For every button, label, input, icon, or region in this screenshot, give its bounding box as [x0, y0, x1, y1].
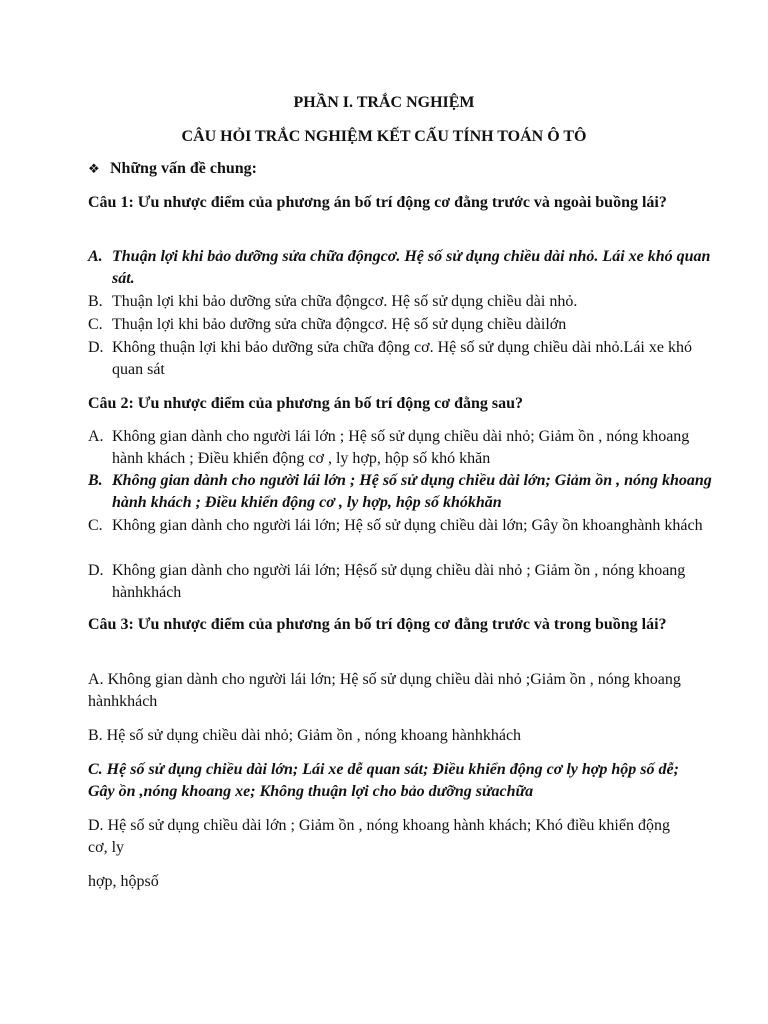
- q1-option-c: [88, 314, 712, 336]
- question-2: Câu 2: Ưu nhược điểm của phương án bố trí động cơ đằng sau?: [88, 395, 524, 412]
- option-letter: A.: [88, 428, 104, 445]
- option-text: Hệ số sử dụng chiều dài lớn ; Giảm ồn , nóng khoang hành khách; Khó điều khiển động cơ, ly: [88, 817, 670, 856]
- q3-option-c: [88, 759, 688, 803]
- option-letter: A.: [88, 671, 104, 688]
- option-letter: D.: [88, 817, 104, 834]
- option-letter: D.: [88, 562, 104, 579]
- q2-option-a: [88, 426, 712, 470]
- diamond-bullet-icon: ❖: [88, 161, 100, 176]
- q2-option-b: [88, 470, 712, 514]
- option-text: Không gian dành cho người lái lớn; Hệsố sử dụng chiều dài nhỏ ; Giảm ồn , nóng khoang hànhkhách: [112, 562, 686, 601]
- q3-option-a: [88, 669, 688, 713]
- subtitle: CÂU HỎI TRẮC NGHIỆM KẾT CẤU TÍNH TOÁN Ô TÔ: [181, 128, 587, 145]
- option-text: Hệ số sử dụng chiều dài lớn; Lái xe dễ quan sát; Điều khiển động cơ ly hợp hộp số dễ; Gây ồn ,nóng khoang xe; Không thuận lợi cho bảo dưỡng sửachữa: [88, 761, 679, 800]
- q3-option-b: [88, 725, 688, 747]
- option-text: Thuận lợi khi bảo dưỡng sửa chữa độngcơ. Hệ số sử dụng chiều dàilớn: [112, 316, 567, 333]
- question-3: Câu 3: Ưu nhược điểm của phương án bố trí động cơ đằng trước và trong buồng lái?: [88, 616, 667, 633]
- q3-option-d: [88, 815, 688, 859]
- option-letter: C.: [88, 517, 103, 534]
- option-text: Không gian dành cho người lái lớn; Hệ số sử dụng chiều dài lớn; Gây ồn khoanghành khách: [112, 517, 703, 534]
- section-label: Những vấn đề chung:: [110, 160, 257, 177]
- q2-option-d: [88, 560, 712, 604]
- q1-option-a: [88, 246, 712, 290]
- option-text: Không gian dành cho người lái lớn ; Hệ số sử dụng chiều dài nhỏ; Giảm ồn , nóng khoang hành khách ; Điều khiển động cơ , ly hợp, hộp số khó khăn: [112, 428, 690, 467]
- q1-option-b: [88, 291, 712, 313]
- option-letter: B.: [88, 293, 103, 310]
- option-letter: D.: [88, 339, 104, 356]
- option-text: Không gian dành cho người lái lớn ; Hệ số sử dụng chiều dài lớn; Giảm ồn , nóng khoang hành khách ; Điều khiển động cơ , ly hợp, hộp số khókhăn: [112, 472, 712, 511]
- question-1: Câu 1: Ưu nhược điểm của phương án bố trí động cơ đằng trước và ngoài buồng lái?: [88, 194, 667, 211]
- option-letter: B.: [88, 472, 103, 489]
- option-text: Không gian dành cho người lái lớn; Hệ số sử dụng chiều dài nhỏ ;Giảm ồn , nóng khoang hànhkhách: [88, 671, 681, 710]
- option-letter: A.: [88, 248, 103, 265]
- part-title: PHẦN I. TRẮC NGHIỆM: [293, 94, 475, 111]
- q2-option-c: [88, 515, 712, 537]
- option-text: Không thuận lợi khi bảo dưỡng sửa chữa động cơ. Hệ số sử dụng chiều dài nhỏ.Lái xe khó quan sát: [112, 339, 692, 378]
- option-text: Thuận lợi khi bảo dưỡng sửa chữa độngcơ. Hệ số sử dụng chiều dài nhỏ. Lái xe khó quan sát.: [112, 248, 711, 287]
- option-letter: C.: [88, 761, 103, 778]
- option-text: Hệ số sử dụng chiều dài nhỏ; Giảm ồn , nóng khoang hànhkhách: [106, 727, 522, 744]
- option-text: Thuận lợi khi bảo dưỡng sửa chữa độngcơ. Hệ số sử dụng chiều dài nhỏ.: [112, 293, 578, 310]
- section-heading: [88, 158, 688, 180]
- option-letter: B.: [88, 727, 103, 744]
- option-letter: C.: [88, 316, 103, 333]
- q3-trailing-text: hợp, hộpsố: [88, 873, 159, 890]
- q1-option-d: [88, 337, 712, 381]
